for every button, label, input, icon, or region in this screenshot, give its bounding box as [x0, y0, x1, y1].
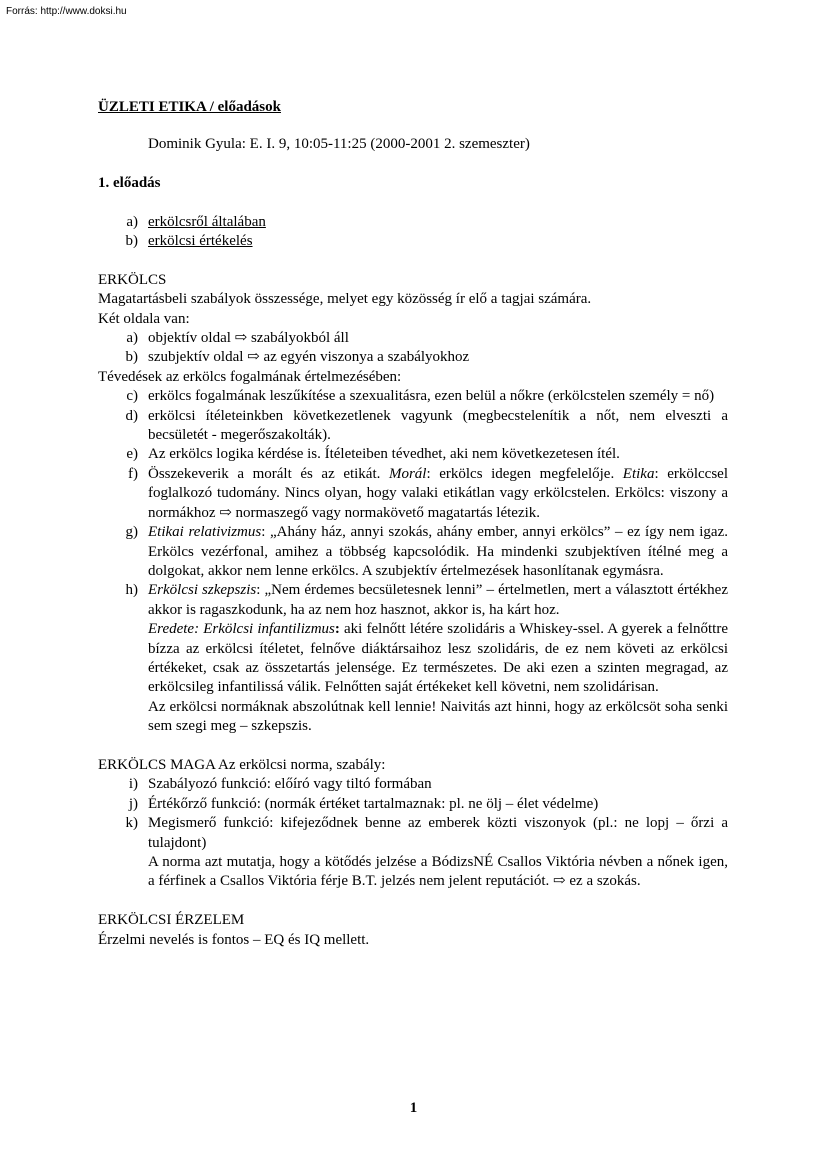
list-text: Megismerő funkció: kifejeződnek benne az emberek közti viszonyok (pl.: ne lopj – őrzi a tulajdont) — [148, 815, 728, 851]
list-item — [98, 581, 728, 620]
list-item — [98, 348, 728, 367]
paragraph: Az erkölcsi normáknak abszolútnak kell lennie! Naivitás azt hinni, hogy az erkölcsöt soha senki sem szegi meg – szkepszis. — [148, 698, 728, 735]
list-label: b) — [125, 233, 138, 250]
list-item — [98, 329, 728, 348]
list-text — [148, 523, 728, 581]
list-item — [98, 814, 728, 853]
text-run: Összekeverik a morált és az etikát. — [148, 465, 389, 482]
list-text: objektív oldal ⇨ szabályokból áll — [148, 330, 349, 347]
italic-term: Eredete: Erkölcsi infantilizmus — [148, 621, 335, 638]
list-item — [98, 387, 728, 406]
list-text: Az erkölcs logika kérdése is. Ítéleteiben tévedhet, aki nem következetesen ítél. — [148, 446, 620, 463]
paragraph: Magatartásbeli szabályok összessége, melyet egy közösség ír elő a tagjai számára. — [98, 291, 592, 308]
paragraph: Tévedések az erkölcs fogalmának értelmezésében: — [98, 368, 402, 385]
text-run: : erkölcs idegen megfelelője. — [426, 465, 623, 482]
list-text — [148, 581, 728, 620]
italic-term: Etikai relativizmus — [148, 524, 262, 541]
list-label: f) — [128, 465, 138, 482]
text-run: : erkölccsel foglalkozó tudomány. Nincs olyan, hogy valaki etikátlan vagy erkölcstelen. Erkölcs: viszony a normákhoz ⇨ normaszegő vagy normakövető magatartás létezik. — [148, 465, 728, 521]
list-item — [98, 445, 728, 464]
italic-term: Etika — [622, 465, 655, 482]
topic-item — [98, 213, 728, 232]
paragraph — [98, 620, 728, 698]
topic-text: erkölcsről általában — [148, 213, 266, 230]
paragraph: Két oldala van: — [98, 310, 190, 327]
section-heading-erkolcs: ERKÖLCS — [98, 271, 167, 288]
list-text: erkölcsi ítéleteinkben következetlenek vagyunk (megbecstelenítik a nőt, nem elveszti a becsületét - megerőszakolták). — [148, 407, 728, 444]
paragraph: A norma azt mutatja, hogy a kötődés jelzése a BódizsNÉ Csallos Viktória névben a nőnek igen, a férfinek a Csallos Viktória férje B.T. jelzés nem jelent reputációt. ⇨ ez a szokás. — [148, 853, 728, 890]
list-label: i) — [128, 776, 138, 793]
section-heading-norma: ERKÖLCS MAGA Az erkölcsi norma, szabály: — [98, 756, 386, 773]
list-item — [98, 523, 728, 581]
list-label: g) — [125, 524, 138, 541]
list-label: c) — [126, 388, 138, 405]
list-label: d) — [125, 407, 138, 424]
text-run: aki felnőtt létére szolidáris a Whiskey-ssel. A gyerek a felnőttre bízza az erkölcsi ítéletet, felnőve diáktársaihoz lesz szolidáris, de ez nem követi az erkölcsi értékeket, csak az összetartás jelensége. Ez természetes. De aki ezen a szinten megragad, az erkölcsileg infantilissá válik. Felnőtten saját értékeket kell követni, nem szolidárisan. — [148, 621, 728, 696]
list-text: szubjektív oldal ⇨ az egyén viszonya a szabályokhoz — [148, 349, 470, 366]
topic-item — [98, 232, 728, 251]
list-item — [98, 795, 728, 814]
list-label: e) — [126, 446, 138, 463]
paragraph: Érzelmi nevelés is fontos – EQ és IQ mellett. — [98, 931, 370, 948]
list-label: k) — [125, 815, 138, 832]
italic-term: Erkölcsi szkepszis — [148, 582, 257, 599]
list-text — [148, 465, 728, 523]
list-label: a) — [126, 330, 138, 347]
list-text: Szabályozó funkció: előíró vagy tiltó formában — [148, 776, 432, 793]
text-run: : „Ahány ház, annyi szokás, ahány ember, annyi erkölcs” – ez így nem igaz. Erkölcs vezérfonal, amihez a többség kapcsolódik. Ha mindenki szubjektíven ítélné meg a dolgokat, akkor nem lenne erkölcs. A szubjektív értelmezések hasonlítanak egymásra. — [148, 524, 728, 579]
list-label: j) — [128, 795, 138, 812]
lecture-heading: 1. előadás — [98, 174, 161, 191]
list-label: h) — [125, 582, 138, 599]
page-number: 1 — [409, 1100, 418, 1116]
list-item — [98, 407, 728, 446]
italic-term: Morál — [388, 465, 427, 482]
lecturer-line: Dominik Gyula: E. I. 9, 10:05-11:25 (2000-2001 2. szemeszter) — [148, 136, 530, 153]
document-title: ÜZLETI ETIKA / előadások — [98, 99, 281, 115]
list-text: Értékőrző funkció: (normák értéket tartalmaznak: pl. ne ölj – élet védelme) — [148, 795, 599, 812]
section-heading-erzelem: ERKÖLCSI ÉRZELEM — [98, 912, 245, 929]
document-body — [98, 98, 728, 950]
text-run: : „Nem érdemes becsületesnek lenni” – értelmetlen, mert a választott értékhez akkor is ragaszkodunk, ha az nem hoz hasznot, akkor is, ha kárt hoz. — [148, 582, 728, 618]
list-label: b) — [125, 349, 138, 366]
source-label: Forrás: http://www.doksi.hu — [6, 6, 127, 17]
list-text: erkölcs fogalmának leszűkítése a szexualitásra, ezen belül a nőkre (erkölcstelen személy = nő) — [148, 388, 715, 405]
topic-text: erkölcsi értékelés — [148, 233, 253, 250]
list-item — [98, 465, 728, 523]
list-label: a) — [126, 213, 138, 230]
bold-colon: : — [334, 621, 340, 638]
list-item — [98, 775, 728, 794]
